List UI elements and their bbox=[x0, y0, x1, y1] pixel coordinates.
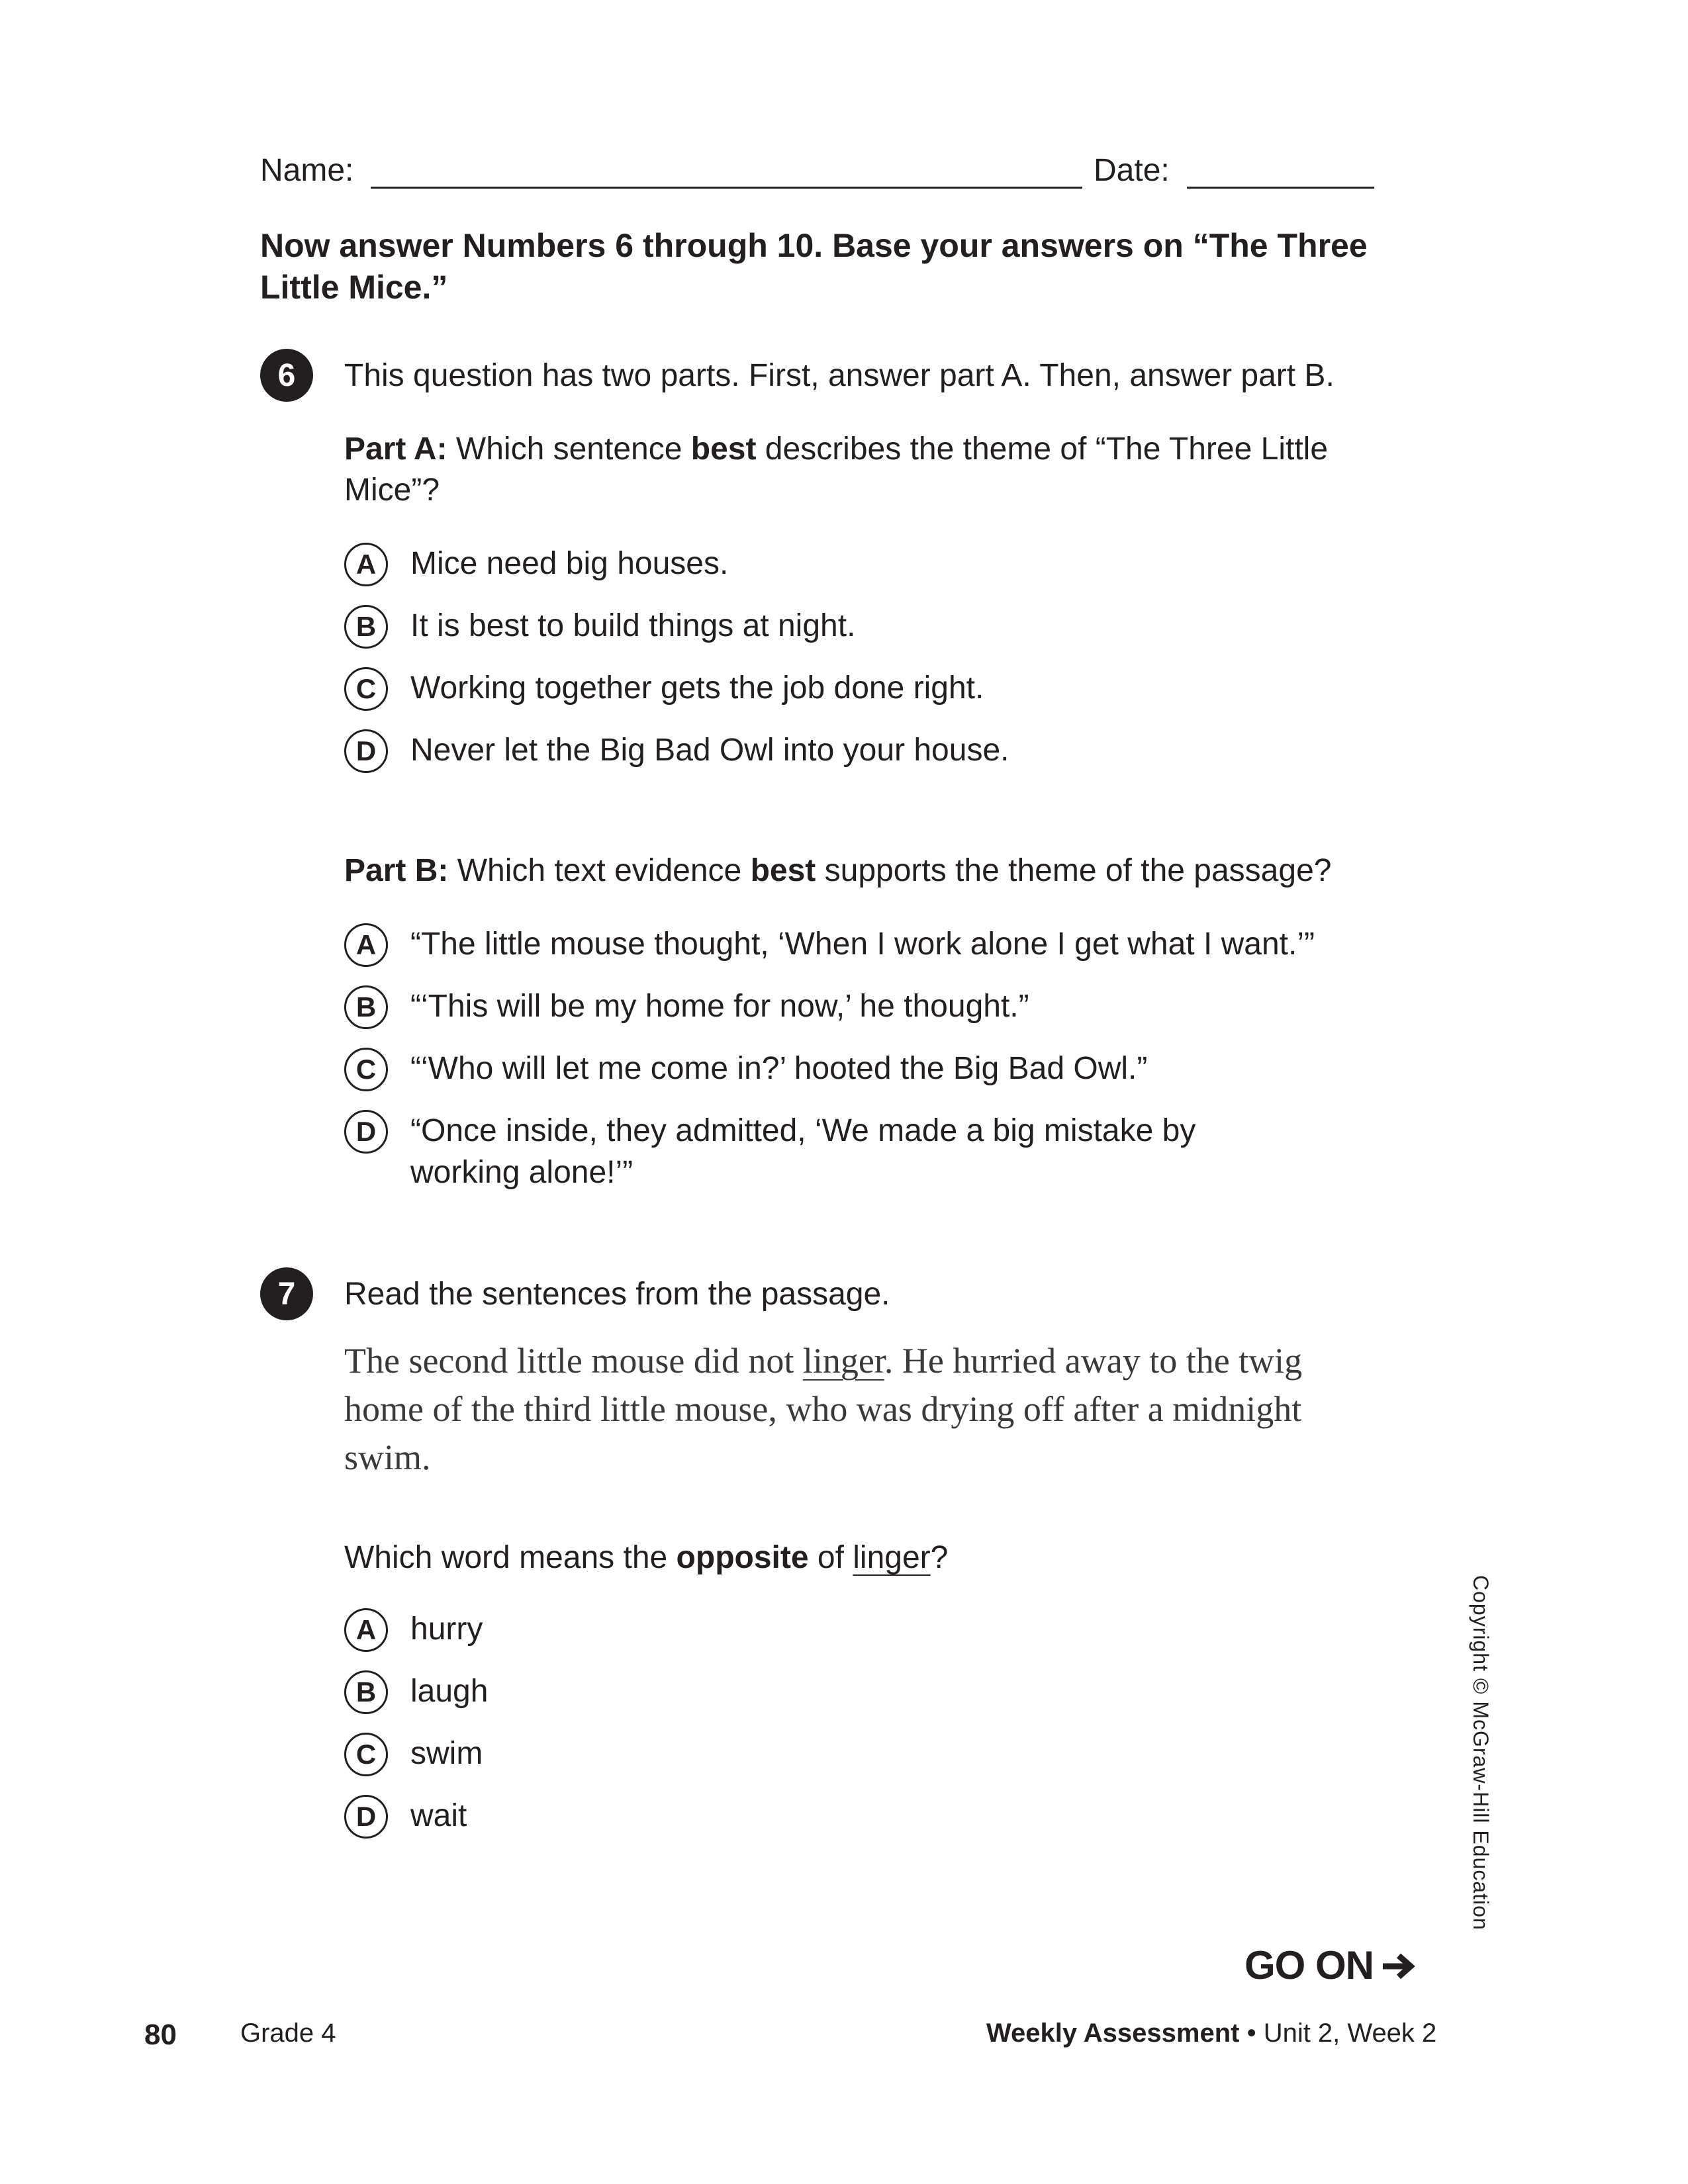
instructions: Now answer Numbers 6 through 10. Base your answers on “The Three Little Mice.” bbox=[260, 227, 1368, 306]
q7-option-d[interactable] bbox=[344, 1795, 1503, 1839]
part-a-label: Part A: bbox=[344, 432, 447, 467]
part-b-option-b[interactable] bbox=[344, 985, 1503, 1029]
part-a-option-d[interactable] bbox=[344, 729, 1503, 773]
option-text: Never let the Big Bad Owl into your house. bbox=[410, 733, 1009, 768]
part-b-emphasis: best bbox=[750, 853, 816, 888]
go-on-label: GO ON bbox=[1244, 1943, 1374, 1987]
assessment-title: Weekly Assessment bbox=[986, 2019, 1240, 2048]
footer-separator: • bbox=[1239, 2019, 1264, 2048]
option-text: swim bbox=[410, 1736, 483, 1771]
part-a-option-c[interactable] bbox=[344, 667, 1503, 711]
part-a-text-1: Which sentence bbox=[447, 432, 691, 467]
q7-option-b[interactable] bbox=[344, 1670, 1503, 1714]
question-7-prompt bbox=[344, 1537, 1436, 1578]
prompt-text-2: of bbox=[808, 1540, 853, 1575]
option-text: Mice need big houses. bbox=[410, 546, 729, 581]
part-a-text-2: describes the theme of “The Three Little Mice”? bbox=[344, 432, 1329, 508]
underlined-word: linger bbox=[853, 1540, 931, 1575]
option-text: “The little mouse thought, ‘When I work alone I get what I want.’” bbox=[410, 927, 1315, 962]
underlined-word: linger bbox=[802, 1341, 884, 1381]
answer-bubble[interactable]: A bbox=[344, 923, 388, 967]
part-a-emphasis: best bbox=[690, 432, 757, 467]
answer-bubble[interactable]: C bbox=[344, 1048, 388, 1091]
passage-excerpt bbox=[344, 1337, 1377, 1482]
question-6-part-a-prompt bbox=[344, 429, 1377, 511]
answer-bubble[interactable]: C bbox=[344, 667, 388, 711]
part-b-option-d[interactable] bbox=[344, 1110, 1297, 1193]
q7-option-a[interactable] bbox=[344, 1608, 1503, 1652]
option-text: “‘Who will let me come in?’ hooted the Big Bad Owl.” bbox=[410, 1051, 1148, 1086]
part-b-text-2: supports the theme of the passage? bbox=[816, 853, 1332, 888]
answer-bubble[interactable]: A bbox=[344, 543, 388, 586]
answer-bubble[interactable]: B bbox=[344, 605, 388, 649]
answer-bubble[interactable]: C bbox=[344, 1733, 388, 1776]
part-a-option-a[interactable] bbox=[344, 543, 1503, 586]
answer-bubble[interactable]: B bbox=[344, 985, 388, 1029]
copyright-notice: Copyright © McGraw-Hill Education bbox=[1469, 1575, 1493, 1931]
part-b-option-a[interactable] bbox=[344, 923, 1503, 967]
q7-option-c[interactable] bbox=[344, 1733, 1503, 1776]
answer-bubble[interactable]: A bbox=[344, 1608, 388, 1652]
answer-bubble[interactable]: D bbox=[344, 1795, 388, 1839]
assessment-label bbox=[986, 2019, 1436, 2048]
name-field[interactable] bbox=[371, 159, 1082, 189]
answer-bubble[interactable]: B bbox=[344, 1670, 388, 1714]
prompt-emphasis: opposite bbox=[676, 1540, 809, 1575]
option-text: laugh bbox=[410, 1674, 489, 1709]
part-b-text-1: Which text evidence bbox=[448, 853, 751, 888]
unit-label: Unit 2, Week 2 bbox=[1263, 2019, 1437, 2048]
name-label: Name: bbox=[260, 153, 354, 188]
part-b-label: Part B: bbox=[344, 853, 449, 888]
option-text: Working together gets the job done right. bbox=[410, 670, 984, 705]
part-b-option-c[interactable] bbox=[344, 1048, 1503, 1091]
answer-bubble[interactable]: D bbox=[344, 729, 388, 773]
prompt-text-3: ? bbox=[930, 1540, 949, 1575]
answer-bubble[interactable]: D bbox=[344, 1110, 388, 1154]
question-6-intro: This question has two parts. First, answer part A. Then, answer part B. bbox=[344, 358, 1335, 393]
option-text: It is best to build things at night. bbox=[410, 608, 856, 643]
grade-label: Grade 4 bbox=[240, 2019, 336, 2048]
option-text: “Once inside, they admitted, ‘We made a big mistake by working alone!’” bbox=[410, 1113, 1196, 1190]
question-6-number: 6 bbox=[260, 349, 313, 402]
arrow-right-icon bbox=[1380, 1951, 1417, 1981]
passage-text-1: The second little mouse did not bbox=[344, 1341, 803, 1381]
part-a-option-b[interactable] bbox=[344, 605, 1503, 649]
prompt-text-1: Which word means the bbox=[344, 1540, 677, 1575]
date-field[interactable] bbox=[1187, 159, 1374, 189]
question-7-intro: Read the sentences from the passage. bbox=[344, 1277, 890, 1312]
option-text: “‘This will be my home for now,’ he thought.” bbox=[410, 989, 1029, 1024]
option-text: wait bbox=[410, 1798, 467, 1833]
page-number: 80 bbox=[144, 2019, 177, 2051]
question-7-number: 7 bbox=[260, 1267, 313, 1320]
passage-text-2: . He hurried away to the twig home of the third little mouse, who was drying off after a midnight swim. bbox=[344, 1341, 1303, 1477]
go-on-indicator bbox=[1244, 1942, 1417, 1988]
date-label: Date: bbox=[1094, 153, 1170, 188]
option-text: hurry bbox=[410, 1612, 483, 1647]
question-6-part-b-prompt bbox=[344, 850, 1436, 891]
